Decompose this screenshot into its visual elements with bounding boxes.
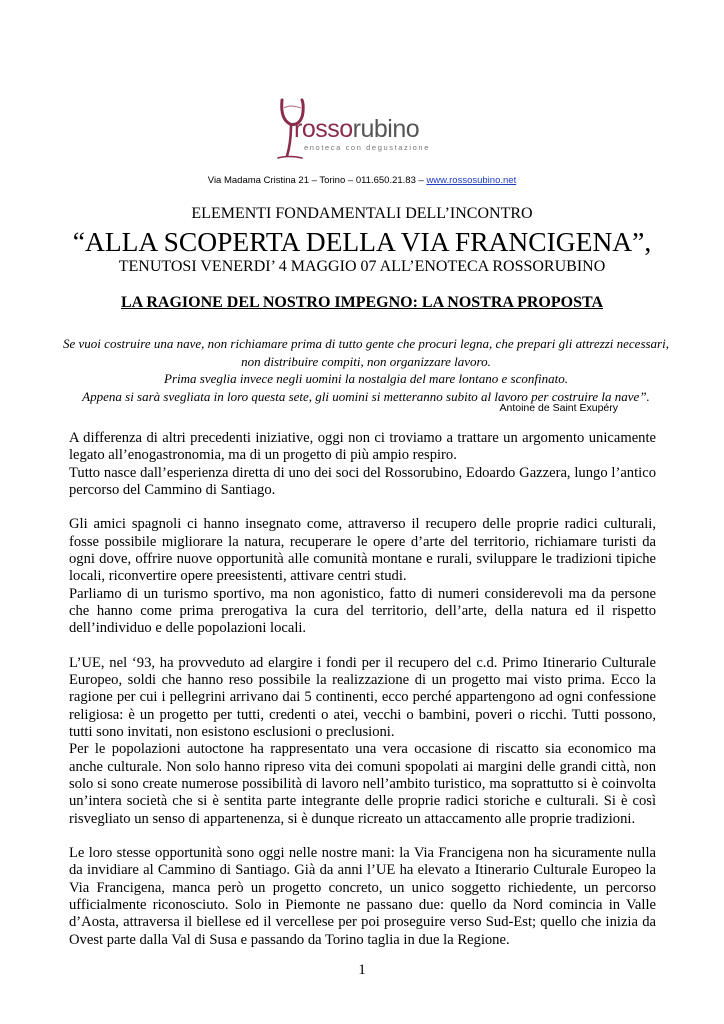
epigraph [60, 335, 672, 405]
brand-part-rosso: rosso [294, 115, 353, 143]
brand-tagline: enoteca con degustazione [304, 143, 430, 152]
paragraph-gap [69, 638, 656, 655]
body-paragraph: Tutto nasce dall’esperienza diretta di uno dei soci del Rossorubino, Edoardo Gazzera, lungo l’antico percorso del Cammino di Santiago. [69, 464, 656, 498]
logo [272, 96, 462, 164]
page-number: 1 [358, 962, 366, 978]
address-line [0, 175, 724, 186]
brand-part-rubino: rubino [352, 115, 420, 143]
body-paragraph: Parliamo di un turismo sportivo, ma non agonistico, fatto di numeri considerevoli ma da persone che hanno come prima prerogativa la cura del territorio, dell’arte, della natura ed il rispetto dell’individuo e delle popolazioni locali. [69, 585, 656, 637]
address-text: Via Madama Cristina 21 – Torino – 011.650.21.83 – [207, 175, 427, 186]
body-paragraph: A differenza di altri precedenti iniziative, oggi non ci troviamo a trattare un argomento unicamente legato all’enogastronomia, ma di un progetto di più ampio respiro. [69, 430, 656, 464]
quote-paragraph: Appena si sarà svegliata in loro questa sete, gli uomini si metteranno subito al lavoro per costruire la nave”. [82, 388, 650, 404]
paragraph-gap [69, 499, 656, 516]
website-link[interactable]: www.rossosubino.net [426, 175, 517, 186]
body-paragraph: L’UE, nel ‘93, ha provveduto ad elargire i fondi per il recupero del c.d. Primo Itinerario Culturale Europeo, soldi che hanno reso possibile la realizzazione di un progetto mai visto prima. Ecco la ragione per cui i pellegrini arrivano dai 5 continenti, ecco perché appartengono ad ogni confessione religiosa: è un progetto per tutti, credenti o atei, vecchi o bambini, poveri o ricchi. Tutti possono, tutti sono invitati, non esistono esclusioni o preclusioni. [69, 654, 656, 741]
title-line-1: ELEMENTI FONDAMENTALI DELL’INCONTRO [191, 205, 533, 222]
quote-paragraph: Prima sveglia invece negli uomini la nostalgia del mare lontano e sconfinato. [164, 371, 568, 386]
main-title: “ALLA SCOPERTA DELLA VIA FRANCIGENA”, [72, 226, 652, 257]
title-line-3: TENUTOSI VENERDI’ 4 MAGGIO 07 ALL’ENOTECA ROSSORUBINO [118, 258, 606, 275]
body-paragraph: Per le popolazioni autoctone ha rappresentato una vera occasione di riscatto sia economico ma anche culturale. Non solo hanno ripreso vita dei comuni spopolati ai margini delle grandi città, non solo si sono create numerose possibilità di lavoro nell’ambito turistico, ma soprattutto si è coinvolta un’intera società che si è sentita parte integrante delle proprie radici storiche e culturali. Si è così risvegliato un senso di appartenenza, si è dunque ricreato un attaccamento alle proprie tradizioni. [69, 741, 656, 827]
body-paragraph: Le loro stesse opportunità sono oggi nelle nostre mani: la Via Francigena non ha sicuramente nulla da invidiare al Cammino di Santiago. Già da anni l’UE ha elevato a Itinerario Culturale Europeo la Via Francigena, manca però un progetto concreto, un unico soggetto richiedente, un percorso ufficialmente riconosciuto. Solo in Piemonte ne passano due: quello da Nord comincia in Valle d’Aosta, attraversa il biellese ed il vercellese per poi proseguire verso Sud-Est; quello che inizia da Ovest parte dalla Val di Susa e passando da Torino taglia in due la Regione. [69, 845, 656, 948]
paragraph-gap [69, 828, 656, 845]
quote-paragraph: Se vuoi costruire una nave, non richiamare prima di tutto gente che procuri legna, che prepari gli attrezzi necessari, non distribuire compiti, non organizzare lavoro. [63, 336, 669, 369]
document-body [69, 430, 656, 949]
section-heading: LA RAGIONE DEL NOSTRO IMPEGNO: LA NOSTRA PROPOSTA [121, 294, 603, 311]
body-paragraph: Gli amici spagnoli ci hanno insegnato come, attraverso il recupero delle proprie radici culturali, fosse possibile migliorare la natura, recuperare le opere d’arte del territorio, richiamare turisti da ogni dove, offrire nuove opportunità alle comunità montane e rurali, sviluppare le tradizioni tipiche locali, riconvertire opere preesistenti, attivare centri studi. [69, 516, 656, 585]
quote-author: Antoine de Saint Exupéry [499, 402, 618, 414]
brand-name [294, 114, 419, 144]
